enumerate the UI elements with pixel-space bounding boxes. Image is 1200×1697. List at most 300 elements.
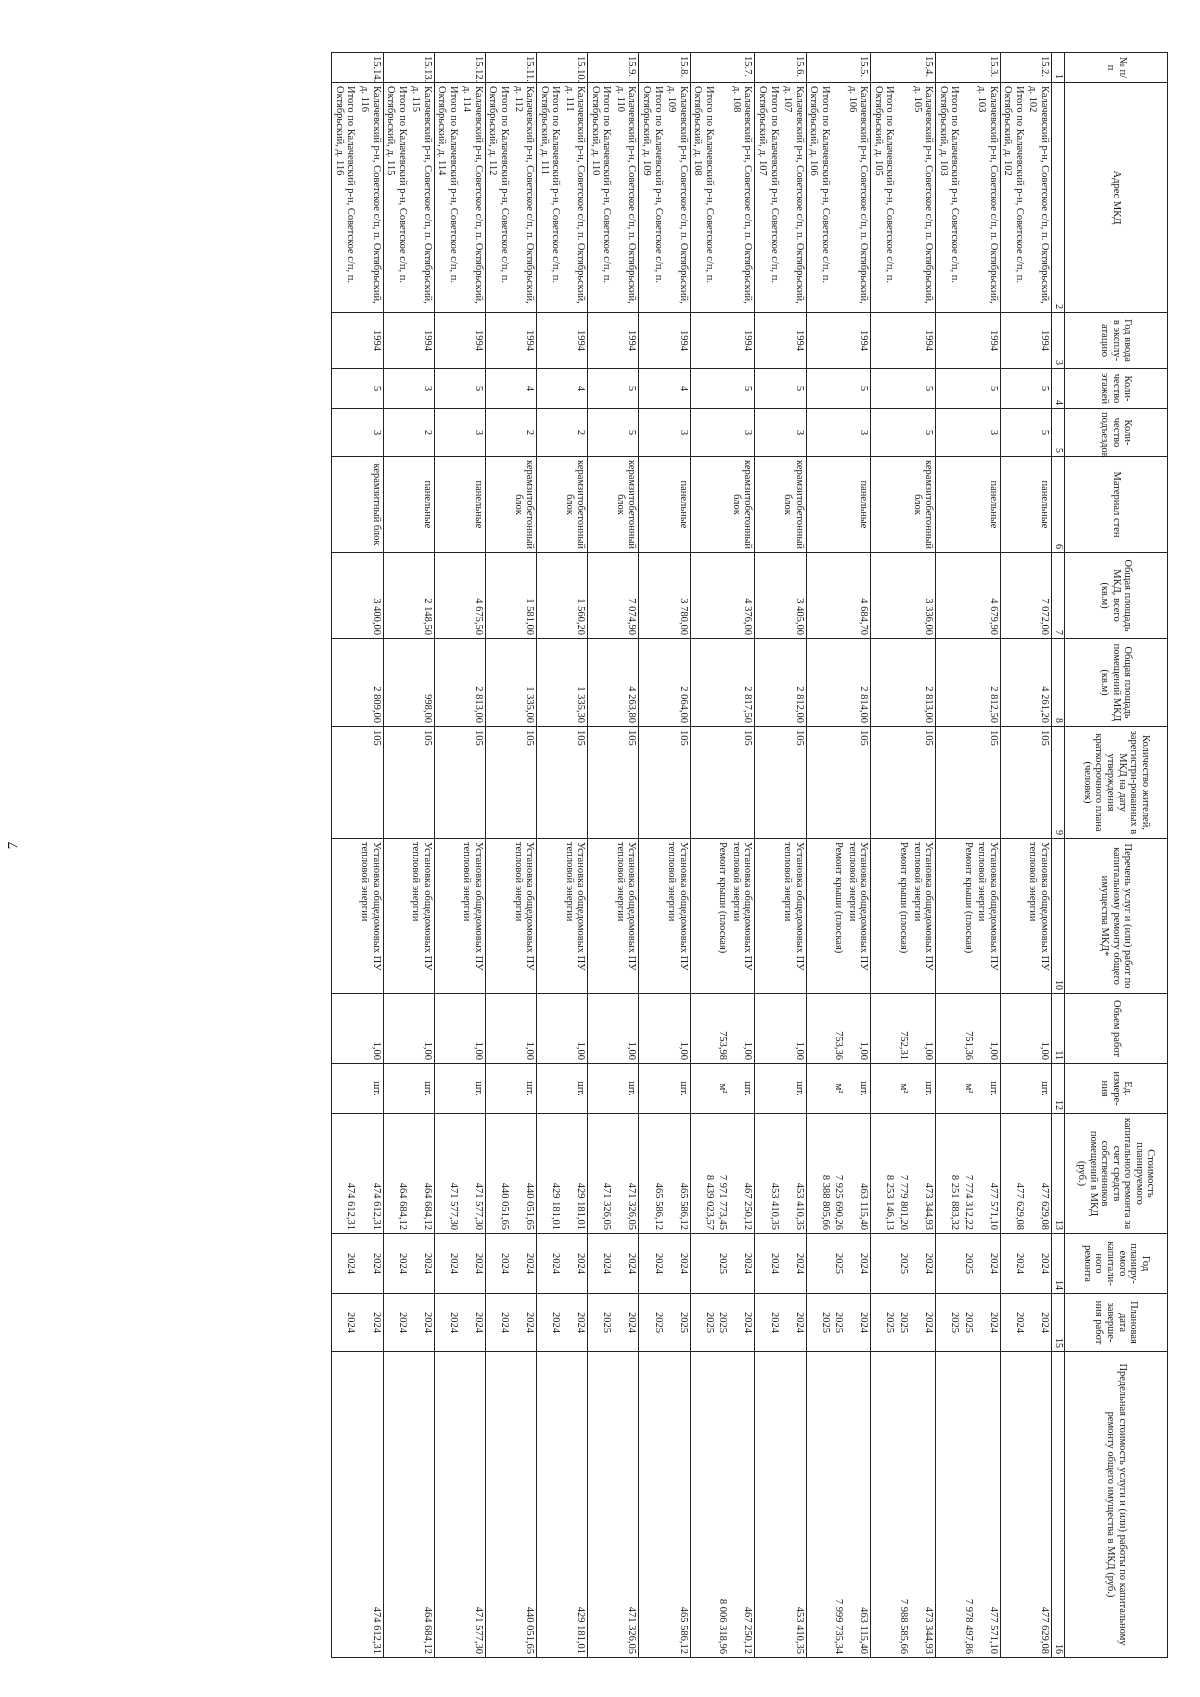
limit-cost: 477 571,10: [975, 1352, 1001, 1658]
commission-year: 1994: [845, 313, 871, 369]
row-number: 15.12.: [460, 53, 486, 83]
area-total: [832, 553, 846, 639]
repair-year: 2024: [665, 1234, 691, 1294]
empty-cell: [332, 369, 358, 409]
total-label: Итого по Калачевский р-н, Советское с/п, п. Октябрьский, д. 109: [639, 83, 665, 313]
column-header: Объем работ: [1065, 994, 1168, 1064]
empty-cell: [588, 1064, 614, 1114]
column-header: Материал стен: [1065, 457, 1168, 553]
total-date: 2024: [332, 1294, 358, 1352]
empty-cell: [1000, 457, 1026, 553]
total-date: 2025: [871, 1294, 897, 1352]
work-volume: 1,00: [665, 994, 691, 1064]
floors: [832, 369, 846, 409]
empty-cell: [383, 994, 409, 1064]
empty-cell: [806, 409, 832, 457]
row-number: 15.7.: [729, 53, 755, 83]
area-rooms: [896, 639, 910, 727]
total-line: [383, 53, 409, 1658]
repair-year: 2024: [613, 1234, 639, 1294]
empty-cell: [1000, 994, 1026, 1064]
empty-cell: [537, 727, 563, 839]
work-volume: 1,00: [910, 994, 936, 1064]
work-cost: 440 051,65: [511, 1114, 537, 1234]
work-line: [613, 53, 639, 1658]
total-year: 2024: [383, 1234, 409, 1294]
total-label: Итого по Калачевский р-н, Советское с/п, п. Октябрьский, д. 115: [383, 83, 409, 313]
empty-cell: [485, 727, 511, 839]
residents: 105: [910, 727, 936, 839]
total-date: 2024: [434, 1294, 460, 1352]
empty-cell: [936, 409, 962, 457]
row-number: [383, 53, 409, 83]
work-line: [961, 53, 975, 1658]
wall-material: [716, 457, 730, 553]
row-number: 15.13.: [409, 53, 435, 83]
table-row: [936, 53, 1001, 1658]
row-number: [434, 53, 460, 83]
total-year: 2024: [434, 1234, 460, 1294]
work-name: Установка общедомовых ПУ тепловой энергии: [845, 839, 871, 994]
table-row: [485, 53, 536, 1658]
empty-cell: [383, 409, 409, 457]
row-number: 15.14.: [357, 53, 383, 83]
work-name: Установка общедомовых ПУ тепловой энергии: [781, 839, 807, 994]
table-row: [806, 53, 871, 1658]
work-volume: 1,00: [781, 994, 807, 1064]
work-line: [781, 53, 807, 1658]
work-cost: 477 629,08: [1026, 1114, 1052, 1234]
empty-cell: [537, 639, 563, 727]
limit-cost: 7 988 585,66: [896, 1352, 910, 1658]
work-line: [896, 53, 910, 1658]
total-line: [690, 53, 716, 1658]
wall-material: [961, 457, 975, 553]
total-year: 2024: [588, 1234, 614, 1294]
limit-cost: 8 006 318,96: [716, 1352, 730, 1658]
unit: м²: [832, 1064, 846, 1114]
empty-cell: [434, 1064, 460, 1114]
empty-cell: [639, 1352, 665, 1658]
capital-repair-table: [331, 52, 1168, 1658]
empty-cell: [871, 727, 897, 839]
work-cost: 471 577,30: [460, 1114, 486, 1234]
empty-cell: [1000, 409, 1026, 457]
unit: шт.: [357, 1064, 383, 1114]
empty-cell: [485, 1352, 511, 1658]
empty-cell: [639, 639, 665, 727]
column-number: 4: [1052, 369, 1065, 409]
empty-cell: [936, 727, 962, 839]
empty-cell: [485, 409, 511, 457]
floors: 5: [357, 369, 383, 409]
floors: 5: [1026, 369, 1052, 409]
work-cost: 7 971 773,45: [716, 1114, 730, 1234]
floors: [896, 369, 910, 409]
work-line: [1026, 53, 1052, 1658]
entrances: 3: [357, 409, 383, 457]
empty-cell: [690, 1064, 716, 1114]
empty-cell: [383, 313, 409, 369]
address: [832, 83, 846, 313]
commission-year: [832, 313, 846, 369]
address: Калачевский р-н, Советское с/п, п. Октябрьский, д. 115: [409, 83, 435, 313]
residents: 105: [409, 727, 435, 839]
row-number: 15.6.: [781, 53, 807, 83]
work-cost: 7 774 312,22: [961, 1114, 975, 1234]
column-number: 13: [1052, 1114, 1065, 1234]
work-volume: 1,00: [975, 994, 1001, 1064]
column-number: 8: [1052, 639, 1065, 727]
total-date: 2025: [936, 1294, 962, 1352]
table-row: [1000, 53, 1051, 1658]
unit: шт.: [613, 1064, 639, 1114]
work-cost: 473 344,93: [910, 1114, 936, 1234]
row-number: 15.2.: [1026, 53, 1052, 83]
work-name: Установка общедомовых ПУ тепловой энергии: [1026, 839, 1052, 994]
address: Калачевский р-н, Советское с/п, п. Октябрьский, д. 116: [357, 83, 383, 313]
address: Калачевский р-н, Советское с/п, п. Октябрьский, д. 103: [975, 83, 1001, 313]
total-cost: 465 586,12: [639, 1114, 665, 1234]
repair-year: 2025: [716, 1234, 730, 1294]
completion-date: 2024: [1026, 1294, 1052, 1352]
unit: шт.: [975, 1064, 1001, 1114]
entrances: 2: [511, 409, 537, 457]
empty-cell: [485, 994, 511, 1064]
total-label: Итого по Калачевский р-н, Советское с/п, п. Октябрьский, д. 108: [690, 83, 716, 313]
limit-cost: 464 684,12: [409, 1352, 435, 1658]
column-header: Адрес МКД: [1065, 83, 1168, 313]
repair-year: 2024: [460, 1234, 486, 1294]
column-number: 11: [1052, 994, 1065, 1064]
column-number: 5: [1052, 409, 1065, 457]
address: [896, 83, 910, 313]
limit-cost: 463 115,40: [845, 1352, 871, 1658]
empty-cell: [755, 553, 781, 639]
area-rooms: 2 809,00: [357, 639, 383, 727]
unit: м²: [896, 1064, 910, 1114]
commission-year: 1994: [562, 313, 588, 369]
column-header: Стоимость планируемого капитального ремонта за счет средств собственников помещений в МКД (руб.): [1065, 1114, 1168, 1234]
entrances: [896, 409, 910, 457]
commission-year: 1994: [665, 313, 691, 369]
address: Калачевский р-н, Советское с/п, п. Октябрьский, д. 108: [729, 83, 755, 313]
total-label: Итого по Калачевский р-н, Советское с/п, п. Октябрьский, д. 114: [434, 83, 460, 313]
header-row: [1065, 53, 1168, 1658]
wall-material: [832, 457, 846, 553]
residents: 105: [729, 727, 755, 839]
work-name: Установка общедомовых ПУ тепловой энергии: [357, 839, 383, 994]
wall-material: керамзитобетонный блок: [511, 457, 537, 553]
table-row: [332, 53, 383, 1658]
column-number: 1: [1052, 53, 1065, 83]
work-line: [910, 53, 936, 1658]
unit: шт.: [409, 1064, 435, 1114]
limit-cost: 471 326,05: [613, 1352, 639, 1658]
total-date: 2024: [485, 1294, 511, 1352]
address: Калачевский р-н, Советское с/п, п. Октябрьский, д. 112: [511, 83, 537, 313]
total-cost: 8 251 883,32: [936, 1114, 962, 1234]
limit-cost: 429 181,01: [562, 1352, 588, 1658]
floors: 4: [562, 369, 588, 409]
limit-cost: 7 978 497,86: [961, 1352, 975, 1658]
completion-date: 2025: [716, 1294, 730, 1352]
area-total: 3 336,00: [910, 553, 936, 639]
work-line: [409, 53, 435, 1658]
empty-cell: [485, 369, 511, 409]
row-number: 15.8.: [665, 53, 691, 83]
empty-cell: [332, 994, 358, 1064]
area-total: 1 581,00: [511, 553, 537, 639]
repair-year: 2024: [781, 1234, 807, 1294]
work-volume: 1,00: [729, 994, 755, 1064]
total-line: [537, 53, 563, 1658]
work-cost: 7 925 690,26: [832, 1114, 846, 1234]
empty-cell: [755, 639, 781, 727]
empty-cell: [936, 839, 962, 994]
row-number: [871, 53, 897, 83]
work-cost: 429 181,01: [562, 1114, 588, 1234]
work-cost: 465 586,12: [665, 1114, 691, 1234]
total-date: 2025: [806, 1294, 832, 1352]
work-line: [832, 53, 846, 1658]
empty-cell: [690, 369, 716, 409]
empty-cell: [537, 313, 563, 369]
empty-cell: [871, 639, 897, 727]
work-cost: 477 571,10: [975, 1114, 1001, 1234]
work-volume: 751,36: [961, 994, 975, 1064]
empty-cell: [690, 553, 716, 639]
empty-cell: [806, 639, 832, 727]
wall-material: керамзитный блок: [357, 457, 383, 553]
empty-cell: [639, 409, 665, 457]
work-name: Установка общедомовых ПУ тепловой энергии: [409, 839, 435, 994]
empty-cell: [936, 994, 962, 1064]
entrances: 3: [781, 409, 807, 457]
residents: [832, 727, 846, 839]
total-label: Итого по Калачевский р-н, Советское с/п, п. Октябрьский, д. 103: [936, 83, 962, 313]
floors: 4: [665, 369, 691, 409]
completion-date: 2024: [613, 1294, 639, 1352]
wall-material: керамзитобетонный блок: [729, 457, 755, 553]
work-volume: 1,00: [409, 994, 435, 1064]
empty-cell: [806, 313, 832, 369]
entrances: 3: [729, 409, 755, 457]
area-total: 1 560,20: [562, 553, 588, 639]
total-cost: 471 326,05: [588, 1114, 614, 1234]
empty-cell: [639, 994, 665, 1064]
empty-cell: [755, 457, 781, 553]
page-number: 7: [5, 841, 22, 850]
column-header: Год ввода в эксплу-атацию: [1065, 313, 1168, 369]
empty-cell: [806, 369, 832, 409]
repair-year: 2024: [975, 1234, 1001, 1294]
work-name: Установка общедомовых ПУ тепловой энергии: [975, 839, 1001, 994]
total-line: [936, 53, 962, 1658]
empty-cell: [383, 727, 409, 839]
completion-date: 2024: [357, 1294, 383, 1352]
empty-cell: [485, 639, 511, 727]
residents: [896, 727, 910, 839]
total-label: Итого по Калачевский р-н, Советское с/п, п. Октябрьский, д. 110: [588, 83, 614, 313]
limit-cost: 474 612,31: [357, 1352, 383, 1658]
total-label: Итого по Калачевский р-н, Советское с/п, п. Октябрьский, д. 112: [485, 83, 511, 313]
empty-cell: [383, 369, 409, 409]
empty-cell: [755, 313, 781, 369]
repair-year: 2024: [409, 1234, 435, 1294]
address: [716, 83, 730, 313]
row-number: [896, 53, 910, 83]
row-number: 15.5.: [845, 53, 871, 83]
work-cost: 464 684,12: [409, 1114, 435, 1234]
work-volume: 753,98: [716, 994, 730, 1064]
empty-cell: [871, 994, 897, 1064]
commission-year: [896, 313, 910, 369]
area-total: 4 376,00: [729, 553, 755, 639]
limit-cost: 7 999 735,34: [832, 1352, 846, 1658]
repair-year: 2024: [729, 1234, 755, 1294]
column-number: 2: [1052, 83, 1065, 313]
area-total: 7 072,00: [1026, 553, 1052, 639]
empty-cell: [434, 553, 460, 639]
empty-cell: [588, 839, 614, 994]
empty-cell: [936, 553, 962, 639]
completion-date: 2024: [409, 1294, 435, 1352]
empty-cell: [639, 839, 665, 994]
total-cost: 429 181,01: [537, 1114, 563, 1234]
total-label: Итого по Калачевский р-н, Советское с/п, п. Октябрьский, д. 102: [1000, 83, 1026, 313]
empty-cell: [936, 457, 962, 553]
row-number: [639, 53, 665, 83]
repair-year: 2024: [357, 1234, 383, 1294]
empty-cell: [690, 839, 716, 994]
column-number: 3: [1052, 313, 1065, 369]
limit-cost: 440 051,65: [511, 1352, 537, 1658]
total-cost: 477 629,08: [1000, 1114, 1026, 1234]
residents: 105: [975, 727, 1001, 839]
wall-material: керамзитобетонный блок: [613, 457, 639, 553]
work-name: Установка общедомовых ПУ тепловой энергии: [729, 839, 755, 994]
row-number: [1000, 53, 1026, 83]
wall-material: панельные: [975, 457, 1001, 553]
row-number: [588, 53, 614, 83]
empty-cell: [639, 553, 665, 639]
repair-year: 2024: [910, 1234, 936, 1294]
entrances: 3: [975, 409, 1001, 457]
empty-cell: [690, 457, 716, 553]
commission-year: 1994: [613, 313, 639, 369]
work-volume: 1,00: [1026, 994, 1052, 1064]
empty-cell: [806, 994, 832, 1064]
empty-cell: [434, 839, 460, 994]
wall-material: панельные: [409, 457, 435, 553]
area-rooms: 2 813,00: [460, 639, 486, 727]
area-total: 4 684,70: [845, 553, 871, 639]
total-cost: 474 612,31: [332, 1114, 358, 1234]
empty-cell: [871, 1064, 897, 1114]
row-number: [806, 53, 832, 83]
work-volume: 1,00: [460, 994, 486, 1064]
empty-cell: [537, 369, 563, 409]
empty-cell: [588, 553, 614, 639]
empty-cell: [806, 457, 832, 553]
work-cost: 7 779 801,20: [896, 1114, 910, 1234]
empty-cell: [485, 839, 511, 994]
column-number: 6: [1052, 457, 1065, 553]
unit: м²: [716, 1064, 730, 1114]
floors: 3: [409, 369, 435, 409]
empty-cell: [1000, 553, 1026, 639]
empty-cell: [485, 457, 511, 553]
empty-cell: [537, 839, 563, 994]
limit-cost: 477 629,08: [1026, 1352, 1052, 1658]
work-line: [975, 53, 1001, 1658]
table-row: [434, 53, 485, 1658]
address: Калачевский р-н, Советское с/п, п. Октябрьский, д. 107: [781, 83, 807, 313]
column-number: 16: [1052, 1352, 1065, 1658]
empty-cell: [936, 313, 962, 369]
commission-year: 1994: [781, 313, 807, 369]
area-rooms: 1 335,00: [511, 639, 537, 727]
total-label: Итого по Калачевский р-н, Советское с/п, п. Октябрьский, д. 105: [871, 83, 897, 313]
entrances: 5: [613, 409, 639, 457]
work-volume: 1,00: [511, 994, 537, 1064]
empty-cell: [332, 839, 358, 994]
empty-cell: [434, 727, 460, 839]
repair-year: 2024: [511, 1234, 537, 1294]
empty-cell: [1000, 1064, 1026, 1114]
area-total: 2 148,50: [409, 553, 435, 639]
entrances: [832, 409, 846, 457]
completion-date: 2024: [910, 1294, 936, 1352]
empty-cell: [537, 409, 563, 457]
residents: [961, 727, 975, 839]
empty-cell: [1000, 369, 1026, 409]
empty-cell: [434, 313, 460, 369]
work-line: [511, 53, 537, 1658]
address: Калачевский р-н, Советское с/п, п. Октябрьский, д. 114: [460, 83, 486, 313]
total-cost: 453 410,35: [755, 1114, 781, 1234]
area-rooms: 4 261,20: [1026, 639, 1052, 727]
work-name: Установка общедомовых ПУ тепловой энергии: [562, 839, 588, 994]
empty-cell: [806, 553, 832, 639]
empty-cell: [871, 457, 897, 553]
total-year: 2024: [1000, 1234, 1026, 1294]
work-cost: 467 250,12: [729, 1114, 755, 1234]
empty-cell: [806, 1064, 832, 1114]
wall-material: керамзитобетонный блок: [781, 457, 807, 553]
area-rooms: 2 814,00: [845, 639, 871, 727]
total-date: 2025: [690, 1294, 716, 1352]
work-cost: 474 612,31: [357, 1114, 383, 1234]
total-line: [588, 53, 614, 1658]
floors: 5: [781, 369, 807, 409]
completion-date: 2025: [665, 1294, 691, 1352]
empty-cell: [434, 994, 460, 1064]
work-volume: 752,31: [896, 994, 910, 1064]
total-line: [1000, 53, 1026, 1658]
empty-cell: [485, 1064, 511, 1114]
table-row: [871, 53, 936, 1658]
work-line: [562, 53, 588, 1658]
floors: 4: [511, 369, 537, 409]
repair-year: 2025: [961, 1234, 975, 1294]
entrances: 5: [910, 409, 936, 457]
empty-cell: [332, 409, 358, 457]
empty-cell: [434, 409, 460, 457]
wall-material: керамзитобетонный блок: [910, 457, 936, 553]
total-year: 2024: [639, 1234, 665, 1294]
